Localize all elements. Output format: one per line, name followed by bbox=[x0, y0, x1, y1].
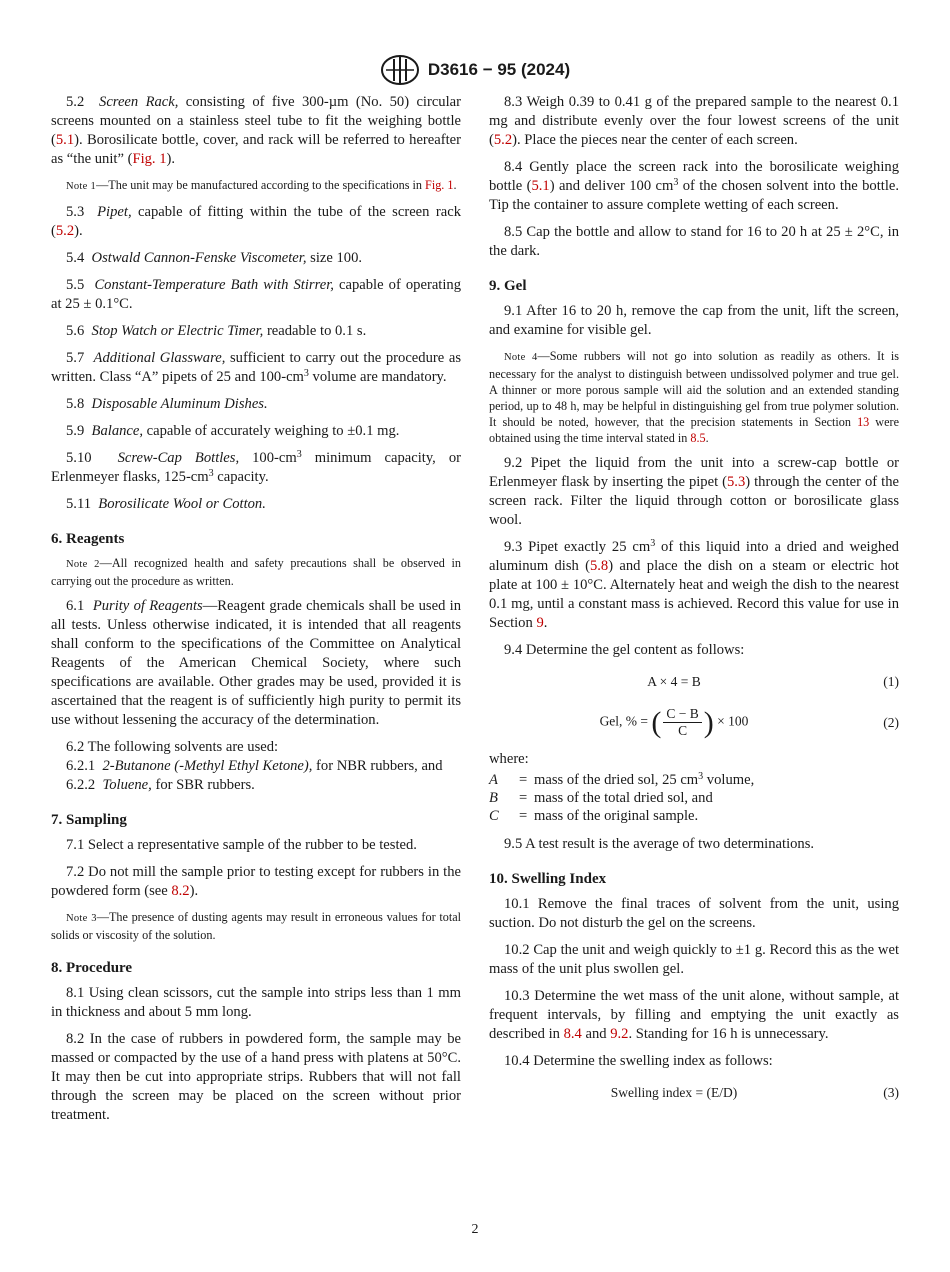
equation-3: Swelling index = (E/D) (3) bbox=[610, 1084, 899, 1100]
section-9-3: 9.3 Pipet exactly 25 $cm^3$ of this liquid into a dried and weighed aluminum dish (5.8) and place the dish on a steam or electric hot plate at 100 ± 10°C. Alternately heat and weigh the dish to the nearest 0.1 mg, until a constant mass is achieved. Record this value for use in Section 9. bbox=[489, 538, 899, 631]
section-10-2: 10.2 Cap the unit and weigh quickly to ±1 g. Record this as the wet mass of the unit plus swollen gel. bbox=[489, 942, 899, 977]
section-7-2: 7.2 Do not mill the sample prior to testing except for rubbers in the powdered form (see 8.2). bbox=[51, 864, 461, 899]
section-8-1: 8.1 Using clean scissors, cut the sample into strips less than 1 mm in thickness and about 5 mm long. bbox=[51, 985, 461, 1020]
ref-8-2[interactable]: 8.2 bbox=[171, 883, 190, 899]
ref-8-5[interactable]: 8.5 bbox=[690, 431, 706, 445]
section-6-1: 6.1 Purity of Reagents—Reagent grade chemicals shall be used in all tests. Unless otherwise indicated, it is intended that all reagents shall conform to the specifications of the Committee on Analytical Reagents of the American Chemical Society, where such specifications are available. Other grades may be used, provided it is ascertained that the reagent is of sufficiently high purity to permit its use without lessening the accuracy of the determination. bbox=[51, 598, 461, 728]
ref-13[interactable]: 13 bbox=[857, 415, 870, 429]
document-id: D3616 − 95 (2024) bbox=[427, 60, 571, 79]
definition-row: A = mass of the dried sol, 25 $cm^3$ volume, bbox=[489, 771, 755, 788]
note-2: Note 2—All recognized health and safety precautions shall be observed in carrying out the procedure as written. bbox=[51, 556, 461, 588]
heading-sampling: 7. Sampling bbox=[51, 812, 127, 828]
ref-5-1[interactable]: 5.1 bbox=[55, 132, 75, 148]
section-6-2-1: 6.2.1 2-Butanone (-Methyl Ethyl Ketone), for NBR rubbers, and bbox=[66, 758, 443, 774]
note-1: Note 1—The unit may be manufactured according to the specifications in Fig. 1. bbox=[66, 178, 457, 192]
note-4: Note 4—Some rubbers will not go into solution as readily as others. It is necessary for the analyst to distinguish between undissolved polymer and true gel. A thinner or more porous sample will aid the solution and an extended standing period, up to 48 h, may be helpful in distinguishing gel from true polymer solution. It should be noted, however, that the precision statements in Section 13 were obtained using the time interval stated in 8.5. bbox=[489, 349, 899, 445]
section-8-2: 8.2 In the case of rubbers in powdered form, the sample may be massed or compacted by the use of a hand press with platens at 50°C. It may then be cut into appropriate strips. Rubbers that will not fall through the screen may be placed on the screen without prior treatment. bbox=[51, 1031, 461, 1123]
note-3: Note 3—The presence of dusting agents may result in erroneous values for total solids or viscosity of the solution. bbox=[51, 910, 461, 942]
right-column bbox=[489, 93, 899, 1111]
ref-fig-1[interactable]: Fig. 1 bbox=[425, 178, 454, 192]
ref-8-4[interactable]: 8.4 bbox=[563, 1026, 582, 1042]
section-8-4: 8.4 Gently place the screen rack into the borosilicate weighing bottle (5.1) and deliver 100 $cm^3$ of the chosen solvent into the bottle. Tip the container to assure complete wetting of each screen. bbox=[489, 159, 900, 213]
section-6-2: 6.2 The following solvents are used: bbox=[66, 739, 279, 755]
where-label: where: bbox=[489, 751, 529, 767]
ref-5-2[interactable]: 5.2 bbox=[55, 223, 75, 239]
section-9-4: 9.4 Determine the gel content as follows: bbox=[504, 642, 745, 658]
section-7-1: 7.1 Select a representative sample of the rubber to be tested. bbox=[66, 837, 417, 853]
section-5-4: 5.4 Ostwald Cannon-Fenske Viscometer, size 100. bbox=[66, 250, 363, 266]
equation-1: A × 4 = B (1) bbox=[647, 673, 899, 689]
section-5-11: 5.11 Borosilicate Wool or Cotton. bbox=[66, 496, 266, 512]
ref-5-3[interactable]: 5.3 bbox=[727, 474, 746, 490]
ref-5-2[interactable]: 5.2 bbox=[493, 132, 513, 148]
equation-number: (2) bbox=[883, 714, 899, 730]
section-5-2: 5.2 Screen Rack, consisting of five 300-µm (No. 50) circular screens mounted on a stainless steel tube to fit the weighing bottle (5.1). Borosilicate bottle, cover, and rack will be referred to hereafter as “the unit” (Fig. 1). bbox=[51, 94, 461, 167]
ref-5-8[interactable]: 5.8 bbox=[589, 558, 609, 574]
section-5-3: 5.3 Pipet, capable of fitting within the tube of the screen rack (5.2). bbox=[51, 204, 461, 239]
section-10-1: 10.1 Remove the final traces of solvent from the unit, using suction. Do not disturb the gel on the screens. bbox=[489, 896, 899, 931]
heading-reagents: 6. Reagents bbox=[51, 531, 125, 547]
section-9-5: 9.5 A test result is the average of two determinations. bbox=[504, 836, 815, 852]
section-8-3: 8.3 Weigh 0.39 to 0.41 g of the prepared sample to the nearest 0.1 mg and distribute evenly over the four lowest screens of the unit (5.2). Place the pieces near the center of each screen. bbox=[489, 94, 899, 148]
section-5-9: 5.9 Balance, capable of accurately weighing to ±0.1 mg. bbox=[66, 423, 400, 439]
section-5-6: 5.6 Stop Watch or Electric Timer, readable to 0.1 s. bbox=[66, 323, 367, 339]
section-5-10: 5.10 Screw-Cap Bottles, $100-cm^3$ minimum capacity, or Erlenmeyer flasks, $125-cm^3$ capacity. bbox=[51, 449, 462, 485]
section-8-5: 8.5 Cap the bottle and allow to stand for 16 to 20 h at 25 ± 2°C, in the dark. bbox=[489, 224, 899, 259]
ref-fig-1[interactable]: Fig. 1 bbox=[132, 151, 167, 167]
definition-row: C = mass of the original sample. bbox=[489, 808, 699, 824]
left-column bbox=[51, 93, 461, 1133]
section-5-7: 5.7 Additional Glassware, sufficient to carry out the procedure as written. Class “A” pipets of 25 and $100-cm^3$ volume are mandatory. bbox=[51, 350, 462, 385]
ref-9[interactable]: 9 bbox=[536, 615, 544, 631]
ref-9-2[interactable]: 9.2 bbox=[610, 1026, 629, 1042]
section-6-2-2: 6.2.2 Toluene, for SBR rubbers. bbox=[66, 777, 255, 793]
variable-definitions bbox=[489, 771, 899, 825]
astm-logo-icon bbox=[380, 54, 420, 86]
section-5-8: 5.8 Disposable Aluminum Dishes. bbox=[66, 396, 268, 412]
equation-2: Gel, % = ( $\frac{C - B}{C}$ ) × 100 (2) bbox=[599, 705, 899, 739]
section-10-4: 10.4 Determine the swelling index as follows: bbox=[504, 1053, 773, 1069]
heading-swelling-index: 10. Swelling Index bbox=[489, 871, 607, 887]
heading-gel: 9. Gel bbox=[489, 278, 527, 294]
section-5-5: 5.5 Constant-Temperature Bath with Stirrer, capable of operating at 25 ± 0.1°C. bbox=[51, 277, 462, 312]
equation-number: (3) bbox=[883, 1084, 899, 1100]
definition-row: B = mass of the total dried sol, and bbox=[489, 790, 713, 806]
equation-number: (1) bbox=[883, 673, 899, 689]
section-9-2: 9.2 Pipet the liquid from the unit into a screw-cap bottle or Erlenmeyer flask by inserting the pipet (5.3) through the center of the screen rack. Filter the liquid through cotton or borosilicate glass wool. bbox=[489, 455, 899, 528]
page-number: 2 bbox=[471, 1222, 479, 1237]
section-10-3: 10.3 Determine the wet mass of the unit alone, without sample, at frequent intervals, by filling and emptying the unit exactly as described in 8.4 and 9.2. Standing for 16 h is unnecessary. bbox=[489, 988, 899, 1042]
ref-5-1[interactable]: 5.1 bbox=[531, 178, 550, 194]
section-9-1: 9.1 After 16 to 20 h, remove the cap from the unit, lift the screen, and examine for visible gel. bbox=[489, 303, 899, 338]
page-header bbox=[0, 50, 950, 90]
heading-procedure: 8. Procedure bbox=[51, 960, 133, 976]
